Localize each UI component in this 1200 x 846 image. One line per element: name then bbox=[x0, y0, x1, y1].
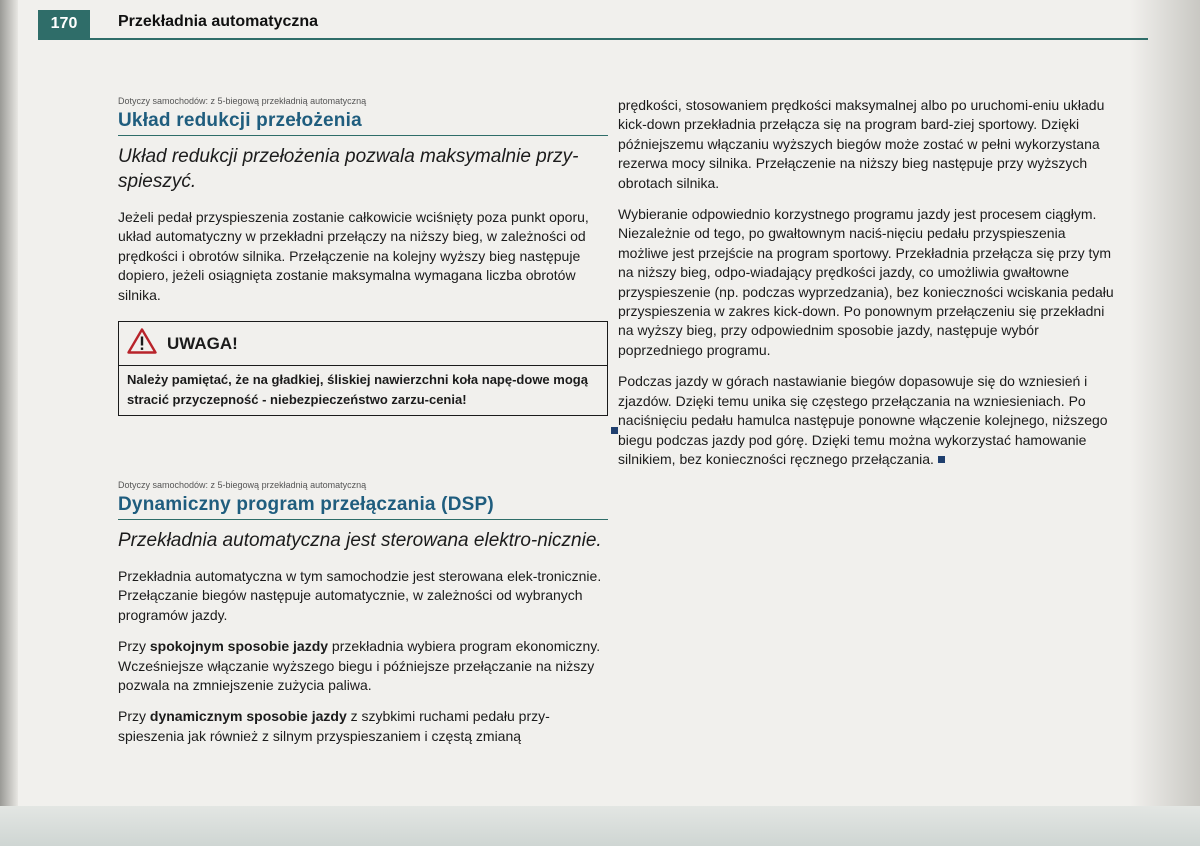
section-lead-dsp: Przekładnia automatyczna jest sterowana elektro-nicznie. bbox=[118, 530, 602, 552]
right-paragraph-3 bbox=[618, 372, 1118, 469]
dynamic-driving-paragraph bbox=[118, 707, 608, 746]
page-number: 170 bbox=[38, 10, 90, 38]
section-end-marker bbox=[938, 456, 945, 463]
dsp-paragraph: Przekładnia automatyczna w tym samochodzie jest sterowana elek-tronicznie. Przełączanie biegów następuje automatycznie, w zależności od wybranych programów jazdy. bbox=[118, 568, 602, 623]
warning-triangle-icon bbox=[127, 328, 157, 359]
warning-header bbox=[119, 322, 607, 366]
warning-text: Należy pamiętać, że na gładkiej, śliskiej nawierzchni koła napę-dowe mogą stracić przyczepność - niebezpieczeństwo zarzu-cenia! bbox=[127, 372, 588, 407]
text-run: Przy bbox=[118, 638, 150, 655]
page-edge-shadow bbox=[1130, 0, 1200, 846]
section-end-marker bbox=[611, 427, 618, 434]
chapter-title: Przekładnia automatyczna bbox=[118, 13, 319, 30]
right-paragraph-2: Wybieranie odpowiednio korzystnego programu jazdy jest procesem ciągłym. Niezależnie od tego, po gwałtownym naciś-nięciu pedału przyspieszenia możliwe jest przejście na program sportowy. Przekładnia przełącza się przy tym na niższy bieg, odpo-wiadający prędkości jazdy, co umożliwia gwałtowne przyspieszenie (np. podczas wyprzedzania), bez konieczności wciskania pedału przyspieszenia w zakres kick-down. Po ponownym przełączeniu się przekładni na wyższy bieg, przy odpowiednim sposobie jazdy, następuje wybór poprzedniego programu. bbox=[618, 206, 1114, 358]
left-column bbox=[118, 96, 608, 758]
right-paragraph-1: prędkości, stosowaniem prędkości maksymalnej albo po uruchomi-eniu układu kick-down przekładnia przełącza się na program bard-ziej sportowy. Dzięki późniejszemu włączaniu wyższych biegów może zostać w pełni wykorzystana rezerwa mocy silnika. Przełączenie na niższy bieg następuje przy wyższych obrotach silnika. bbox=[618, 97, 1105, 191]
warning-title: UWAGA! bbox=[167, 333, 238, 353]
page-binding-shadow bbox=[0, 0, 18, 846]
section-title-kickdown: Układ redukcji przełożenia bbox=[118, 110, 608, 136]
text-run: Przy bbox=[118, 708, 150, 725]
calm-driving-paragraph bbox=[118, 637, 608, 695]
footer-strip bbox=[0, 806, 1200, 846]
applicability-note: Dotyczy samochodów: z 5-biegową przekładnią automatyczną bbox=[118, 480, 367, 491]
emphasis-dynamic-driving: dynamicznym sposobie jazdy bbox=[149, 708, 347, 725]
text-run: przekładnia wybiera program ekonomiczny. Wcześniejsze włączanie wyższego biegu i późniejsze przełączanie na niższy pozwala na zmniejszenie zużycia paliwa. bbox=[118, 638, 601, 694]
right-column bbox=[618, 96, 1118, 481]
emphasis-calm-driving: spokojnym sposobie jazdy bbox=[149, 638, 329, 655]
text-run: Podczas jazdy w górach nastawianie biegów dopasowuje się do wzniesień i zjazdów. Dzięki temu unika się częstego przełączania na wzniesieniach. Po naciśnięciu pedału hamulca następuje ponowne włączenie kolejnego, niższego biegu podczas jazdy pod górę. Dzięki temu można wykorzystać hamowanie silnikiem, bez konieczności ręcznego przełączania. bbox=[618, 373, 1108, 467]
section-lead-kickdown: Układ redukcji przełożenia pozwala maksymalnie przy-spieszyć. bbox=[118, 146, 579, 192]
text-run: z szybkimi ruchami pedału przy-spieszenia jak również z silnym przyspieszaniem i częstą zmianą bbox=[118, 708, 550, 744]
kickdown-paragraph: Jeżeli pedał przyspieszenia zostanie całkowicie wciśnięty poza punkt oporu, układ automatyczny w przekładni przełączy na niższy bieg, w zależności od prędkości i obrotów silnika. Przełączenie na kolejny wyższy bieg następuje dopiero, jeżeli osiągnięta zostanie maksymalna wymagana liczba obrotów silnika. bbox=[118, 209, 589, 303]
applicability-note: Dotyczy samochodów: z 5-biegową przekładnią automatyczną bbox=[118, 96, 367, 106]
header-rule bbox=[38, 38, 1148, 40]
warning-box bbox=[118, 321, 608, 416]
section-title-dsp: Dynamiczny program przełączania (DSP) bbox=[118, 494, 608, 520]
